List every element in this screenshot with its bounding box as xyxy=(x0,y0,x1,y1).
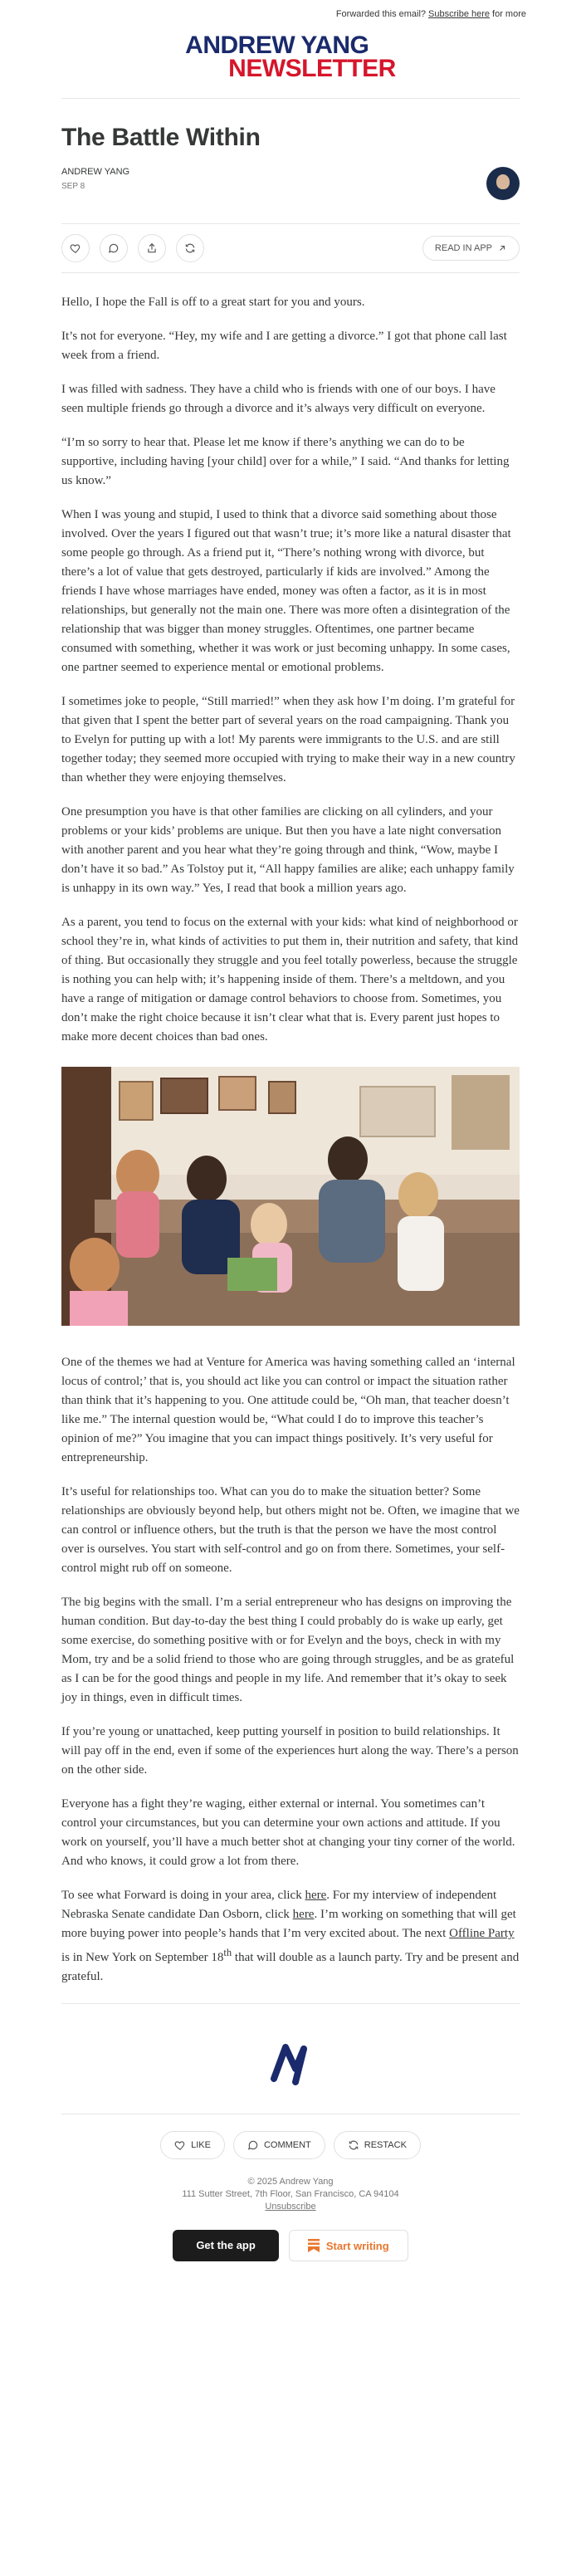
forward-party-logo[interactable] xyxy=(61,2041,520,2087)
paragraph: “I’m so sorry to hear that. Please let me know if there’s anything we can do to be supportive, including having [your child] over for a while,” I said. “And thanks for letting us know.” xyxy=(61,436,510,487)
offline-party-link[interactable]: Offline Party xyxy=(449,1927,515,1940)
start-writing-button[interactable] xyxy=(289,2230,408,2261)
heart-icon xyxy=(70,242,81,254)
author-avatar[interactable] xyxy=(486,167,520,200)
paragraph: As a parent, you tend to focus on the external with your kids: what kind of neighborhood or school they’re in, what kinds of activities to put them in, their nutrition and safety, that kind of thing. But occasionally they struggle and you feel totally powerless, because the struggle is nothing you can help with; it’s happening inside of them. There’s a meltdown, and you have a range of mitigation or damage control behaviors to choose from. Sometimes, you don’t make the right choice because it isn’t clear what that is. Every parent just hopes to make more decent choices than bad ones. xyxy=(61,916,519,1044)
footer-comment-button[interactable] xyxy=(233,2131,325,2159)
post-title[interactable]: The Battle Within xyxy=(61,124,261,151)
paragraph: It’s useful for relationships too. What can you do to make the situation better? Some relationships are obviously beyond help, but others might not be. Often, we imagine that we can control or influence others, but the truth is that the person we have the most control over is ourselves. You start with self-control and go on from there. Sometimes, your self-control might rub off on someone. xyxy=(61,1485,520,1575)
footer-action-bar xyxy=(61,2114,520,2168)
comment-icon xyxy=(108,242,120,254)
paragraph: One presumption you have is that other families are clicking on all cylinders, and your problems or your kids’ problems are unique. But then you have a late night conversation with another parent and you hear what they’re going through and think, “Wow, maybe I don’t have it so bad.” As Tolstoy put it, “All happy families are alike; each unhappy family is unhappy in its own way.” Yes, I read that book a million years ago. xyxy=(61,805,515,895)
paragraph: I sometimes joke to people, “Still married!” when they ask how I’m doing. I’m grateful for that given that I spent the better part of several years on the road campaigning. Thank you to Evelyn for putting up with a lot! My parents were immigrants to the U.S. and are still together today; they seemed more occupied with trying to make their way in a new country than whether they were enjoying themselves. xyxy=(61,695,515,785)
newsletter-logo[interactable] xyxy=(0,33,581,98)
footer-like-button[interactable] xyxy=(160,2131,225,2159)
restack-button[interactable] xyxy=(176,234,204,262)
byline xyxy=(61,167,520,200)
mailing-address: 111 Sutter Street, 7th Floor, San Francisco, CA 94104 xyxy=(182,2189,399,2199)
footer-restack-button[interactable] xyxy=(334,2131,421,2159)
forward-notice xyxy=(0,0,581,28)
post-body xyxy=(61,293,520,1987)
like-label: LIKE xyxy=(191,2140,211,2150)
substack-logo-icon xyxy=(308,2239,320,2252)
paragraph: The big begins with the small. I’m a serial entrepreneur who has designs on improving the human condition. But day-to-day the best thing I could probably do is wake up early, get some exercise, do something positive with or for Evelyn and the boys, check in with my Mom, try and be a solid friend to those who are going through struggles, and be as grateful as I can be for the good things and people in my life. And remember that it’s okay to seek joy in things, even in difficult times. xyxy=(61,1596,515,1704)
paragraph: It’s not for everyone. “Hey, my wife and I are getting a divorce.” I got that phone call last week from a friend. xyxy=(61,330,507,362)
subscribe-link[interactable]: Subscribe here xyxy=(428,9,491,19)
restack-icon xyxy=(184,242,196,254)
comment-label: COMMENT xyxy=(263,2140,311,2150)
restack-icon xyxy=(348,2139,359,2151)
read-in-app-button[interactable] xyxy=(422,236,520,261)
unsubscribe-link[interactable]: Unsubscribe xyxy=(265,2202,316,2212)
paragraph: I was filled with sadness. They have a child who is friends with one of our boys. I have seen multiple friends go through a divorce and it’s always very difficult on everyone. xyxy=(61,383,496,415)
paragraph: One of the themes we had at Venture for America was having something called an ‘internal locus of control;’ that is, you should act like you can control or impact the situation rather than think that it’s happening to you. One attitude could be, “Oh man, that teacher doesn’t like me.” The internal question would be, “What could I do to improve this teacher’s opinion of me?” You imagine that you can impact things positively. It’s very useful for entrepreneurship. xyxy=(61,1356,515,1464)
comment-icon xyxy=(247,2139,259,2151)
arrow-up-right-icon xyxy=(497,243,507,253)
header-divider xyxy=(61,98,520,99)
body-divider xyxy=(61,2003,520,2004)
paragraph: Everyone has a fight they’re waging, either external or internal. You sometimes can’t control your circumstances, but you can determine your own actions and attitude. If you work on yourself, you’ll have a much better shot at changing your tiny corner of the world. And who knows, it could grow a lot from there. xyxy=(61,1797,515,1868)
copyright: © 2025 Andrew Yang xyxy=(247,2177,334,2187)
like-button[interactable] xyxy=(61,234,90,262)
author-name[interactable]: ANDREW YANG xyxy=(61,167,130,177)
paragraph-links: To see what Forward is doing in your area, click here. For my interview of independent Nebraska Senate candidate Dan Osborn, click here. I’m working on something that will get more buying power into people’s hands that I’m very excited about. The next Offline Party is in New York on September 18th that will double as a launch party. Try and be present and grateful. xyxy=(61,1889,520,1983)
start-writing-label: Start writing xyxy=(325,2239,389,2252)
get-app-button[interactable]: Get the app xyxy=(173,2230,279,2261)
logo-line-1: ANDREW YANG xyxy=(185,32,369,59)
footer xyxy=(61,2176,520,2213)
heart-icon xyxy=(174,2139,186,2151)
forward-suffix: for more xyxy=(492,9,526,19)
share-button[interactable] xyxy=(138,234,166,262)
footer-cta xyxy=(61,2230,520,2261)
read-in-app-label: READ IN APP xyxy=(434,243,492,253)
comment-button[interactable] xyxy=(100,234,128,262)
post-action-bar xyxy=(61,223,520,273)
forward-area-link[interactable]: here xyxy=(305,1889,327,1902)
forward-prefix: Forwarded this email? xyxy=(335,9,427,19)
paragraph: If you’re young or unattached, keep putting yourself in position to build relationships. It will pay off in the end, even if some of the experiences hurt along the way. There’s a person on the other side. xyxy=(61,1725,519,1777)
dan-osborn-interview-link[interactable]: here xyxy=(292,1908,315,1921)
paragraph: Hello, I hope the Fall is off to a great start for you and yours. xyxy=(61,296,365,309)
family-photo[interactable] xyxy=(61,1067,520,1326)
share-icon xyxy=(146,242,158,254)
paragraph: When I was young and stupid, I used to think that a divorce said something about those involved. Over the years I figured out that wasn’t true; it’s more like a natural disaster that some people go through. As a friend put it, “There’s nothing wrong with divorce, but there’s a lot of value that gets destroyed, particularly if kids are involved.” Among the friends I have whose marriages have ended, money was often a factor, as it is in most relationships, but generally not the main one. There was more often a disintegration of the relationship that was bigger than money struggles. Oftentimes, one partner became consumed with something, whether it was work or just becoming unhappy. In some cases, one partner seemed to experience mental or emotional problems. xyxy=(61,508,511,674)
logo-line-2: NEWSLETTER xyxy=(228,55,396,82)
post-date: SEP 8 xyxy=(61,182,85,191)
restack-label: RESTACK xyxy=(364,2140,407,2150)
